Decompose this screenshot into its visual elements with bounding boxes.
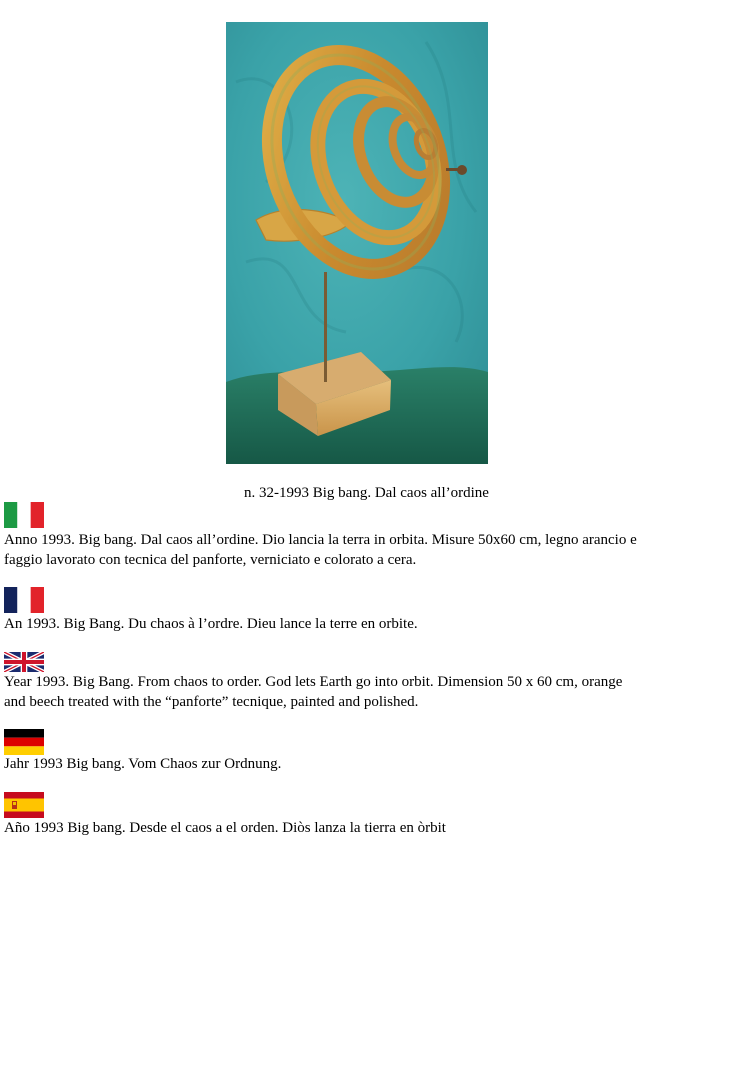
french-description: [4, 614, 729, 634]
english-description: [4, 672, 729, 712]
text-line: An 1993. Big Bang. Du chaos à l’ordre. Dieu lance la terre en orbite.: [4, 616, 418, 632]
spain-flag-icon: [4, 792, 44, 818]
italian-description: [4, 530, 729, 570]
sculpture-rod: [324, 272, 327, 382]
france-flag-icon: [4, 587, 44, 613]
germany-flag-icon: [4, 729, 44, 755]
uk-flag-icon: [4, 652, 44, 672]
text-line: Jahr 1993 Big bang. Vom Chaos zur Ordnung.: [4, 756, 282, 772]
text-line: Año 1993 Big bang. Desde el caos a el orden. Diòs lanza la tierra en òrbit: [4, 820, 446, 836]
german-description: [4, 754, 729, 774]
text-line: faggio lavorato con tecnica del panforte, verniciato e colorato a cera.: [4, 552, 417, 568]
text-line: Year 1993. Big Bang. From chaos to order. God lets Earth go into orbit. Dimension 50 x 60 cm, orange: [4, 674, 623, 690]
spanish-description: [4, 818, 729, 838]
sculpture-photo: [226, 22, 488, 464]
photo-caption: n. 32-1993 Big bang. Dal caos all’ordine: [244, 485, 489, 501]
text-line: Anno 1993. Big bang. Dal caos all’ordine. Dio lancia la terra in orbita. Misure 50x60 cm, legno arancio e: [4, 532, 637, 548]
text-line: and beech treated with the “panforte” tecnique, painted and polished.: [4, 694, 419, 710]
italy-flag-icon: [4, 502, 44, 528]
